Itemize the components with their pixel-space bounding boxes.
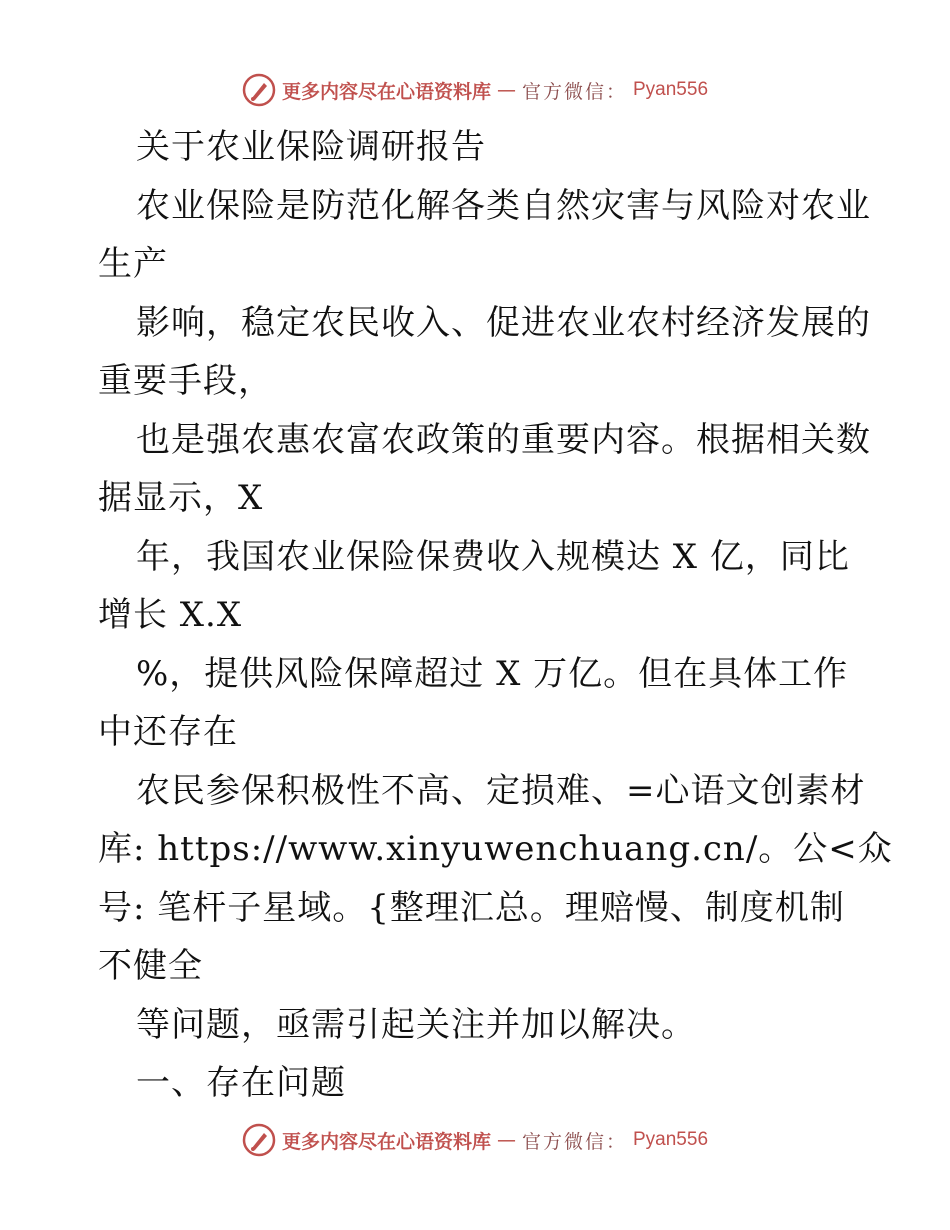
watermark-site-text: 更多内容尽在心语资料库 [281,80,491,103]
header-watermark-banner [0,70,950,110]
text-line: 中还存在 [98,712,238,752]
text-line: 重要手段， [98,361,273,401]
document-title: 关于农业保险调研报告 [136,127,486,167]
text-line: 年，我国农业保险保费收入规模达 X 亿，同比 [136,536,850,577]
text-line: 影响，稳定农民收入、促进农业农村经济发展的 [136,302,871,343]
text-line: 库: https://www.xinyuwenchuang.cn/。公<众 [98,829,893,869]
watermark-dash: — [496,1129,516,1151]
section-heading: 一、存在问题 [136,1063,346,1103]
footer-watermark-banner [0,1120,950,1160]
quill-pen-icon [242,73,276,107]
watermark-wechat-label: 官方微信： [521,80,627,103]
document-body [98,118,893,1113]
watermark-wechat-label: 官方微信： [521,1130,627,1153]
watermark-wechat-id: Pyan556 [633,1129,709,1150]
text-line: 不健全 [98,946,203,986]
text-line: 生产 [98,244,168,284]
text-line: 农业保险是防范化解各类自然灾害与风险对农业 [136,185,871,226]
text-line: 增长 X.X [98,595,243,635]
text-line: 据显示，X [98,478,264,518]
text-line: 号: 笔杆子星域。{整理汇总。理赔慢、制度机制 [98,887,845,928]
text-line: %，提供风险保障超过 X 万亿。但在具体工作 [136,653,849,694]
text-line: 也是强农惠农富农政策的重要内容。根据相关数 [136,419,871,460]
quill-pen-icon [242,1123,276,1157]
text-line: 农民参保积极性不高、定损难、=心语文创素材 [136,770,866,811]
watermark-site-text: 更多内容尽在心语资料库 [281,1130,491,1153]
watermark-dash: — [496,79,516,101]
watermark-wechat-id: Pyan556 [633,79,709,100]
text-line: 等问题，亟需引起关注并加以解决。 [136,1004,696,1045]
